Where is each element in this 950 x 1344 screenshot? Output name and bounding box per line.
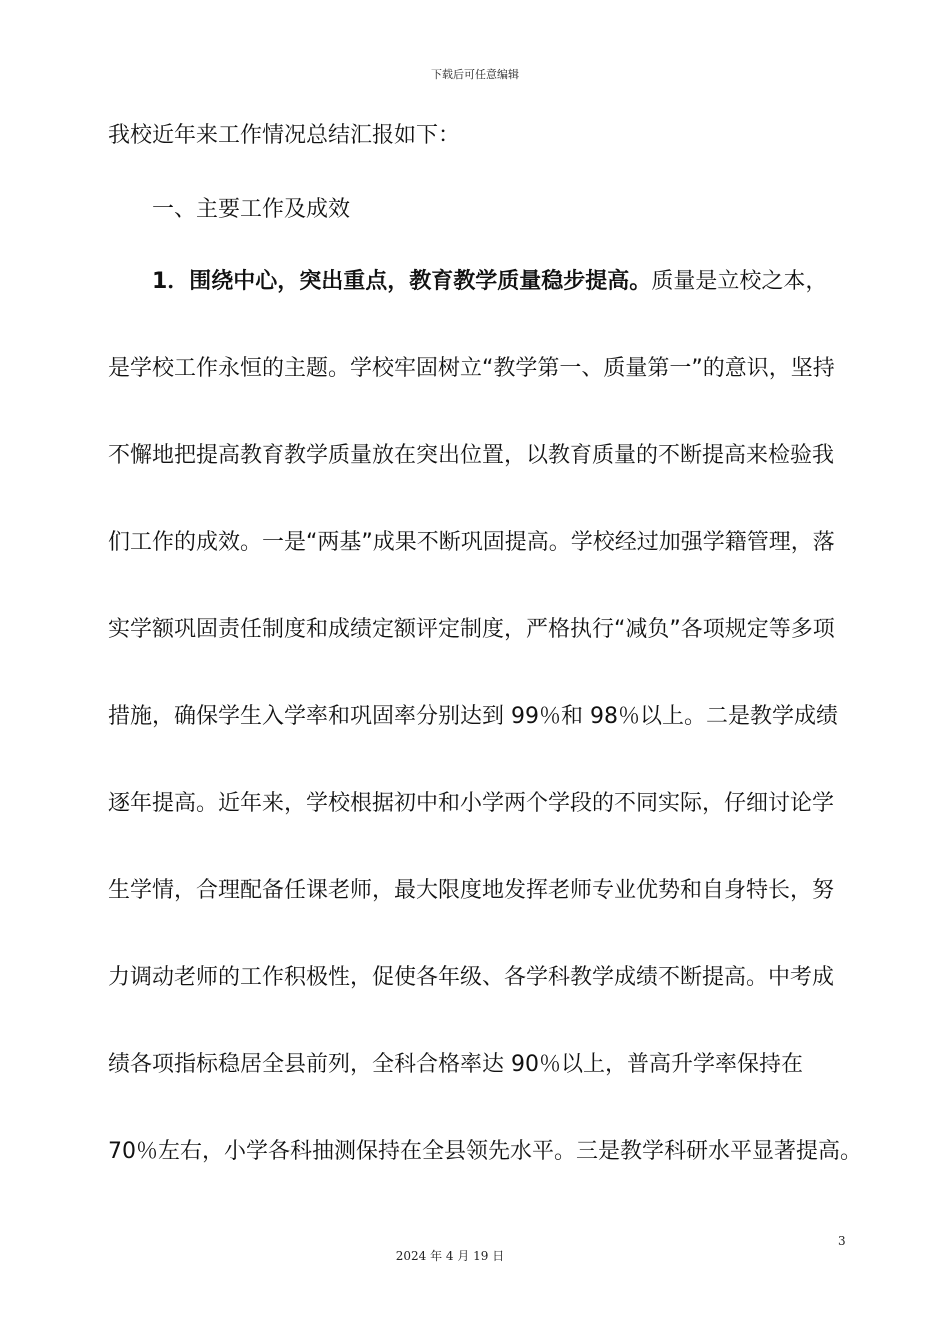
paragraph-bold-lead: 1．围绕中心，突出重点，教育教学质量稳步提高。	[152, 269, 652, 294]
paragraph-line-11: 70％左右，小学各科抽测保持在全县领先水平。三是教学科研水平显著提高。	[108, 1139, 862, 1164]
paragraph-line-2: 是学校工作永恒的主题。学校牢固树立“教学第一、质量第一”的意识，坚持	[108, 356, 835, 381]
page-header-note: 下载后可任意编辑	[431, 68, 519, 81]
paragraph-line-1	[108, 268, 880, 355]
paragraph-line-10: 绩各项指标稳居全县前列，全科合格率达 90％以上，普高升学率保持在	[108, 1052, 803, 1077]
page-number: 3	[838, 1234, 846, 1248]
intro-line: 我校近年来工作情况总结汇报如下：	[108, 123, 461, 148]
paragraph-line-9: 力调动老师的工作积极性，促使各年级、各学科教学成绩不断提高。中考成	[108, 965, 835, 990]
section-heading: 一、主要工作及成效	[152, 197, 351, 222]
paragraph-line-8: 生学情，合理配备任课老师，最大限度地发挥老师专业优势和自身特长，努	[108, 878, 835, 903]
body-paragraph	[108, 268, 880, 1225]
paragraph-line-6: 措施，确保学生入学率和巩固率分别达到 99％和 98％以上。二是教学成绩	[108, 704, 838, 729]
paragraph-line-7: 逐年提高。近年来，学校根据初中和小学两个学段的不同实际，仔细讨论学	[108, 791, 835, 816]
paragraph-line-4: 们工作的成效。一是“两基”成果不断巩固提高。学校经过加强学籍管理，落	[108, 530, 835, 555]
paragraph-line-text: 质量是立校之本，	[651, 269, 828, 294]
paragraph-line-3: 不懈地把提高教育教学质量放在突出位置，以教育质量的不断提高来检验我	[108, 443, 835, 468]
footer-date: 2024 年 4 月 19 日	[395, 1249, 505, 1263]
paragraph-line-5: 实学额巩固责任制度和成绩定额评定制度，严格执行“减负”各项规定等多项	[108, 617, 835, 642]
